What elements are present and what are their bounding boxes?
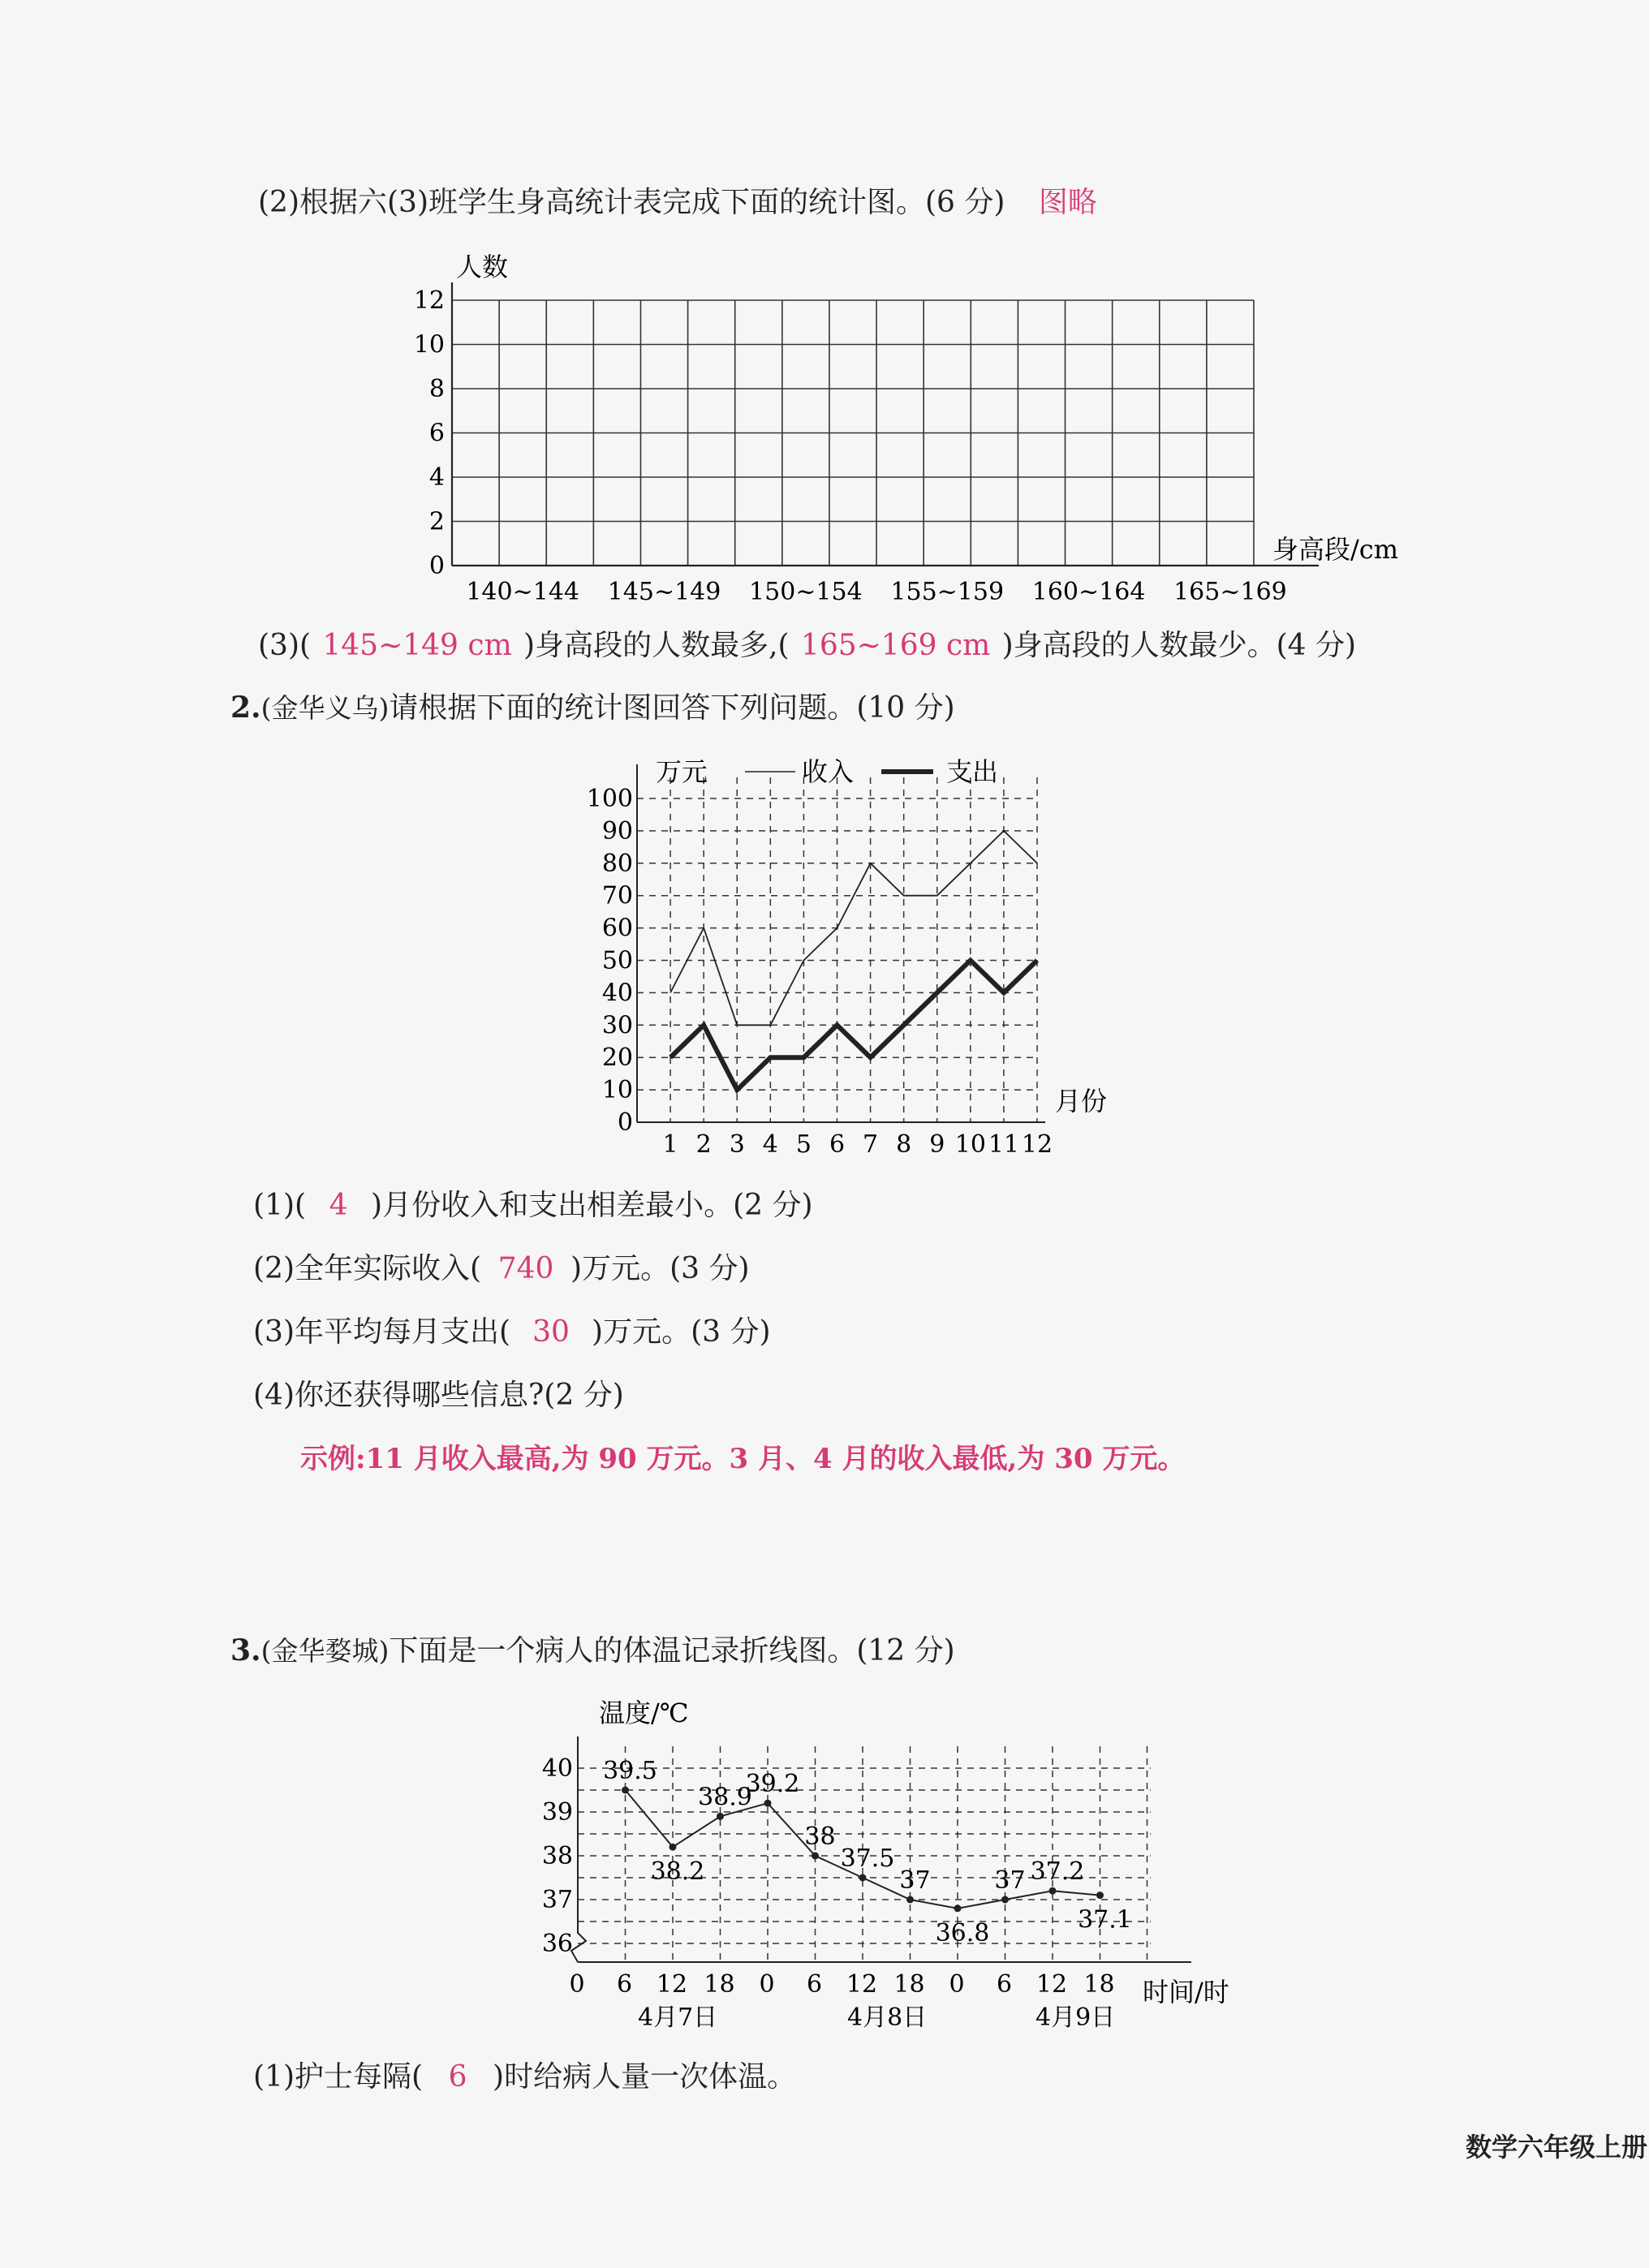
data-value-label: 37 (899, 1866, 931, 1895)
y-tick-label: 80 (601, 849, 633, 878)
y-tick-label: 100 (586, 785, 633, 813)
data-point (1001, 1896, 1009, 1904)
x-tick-label: 1 (662, 1130, 678, 1159)
data-point (1049, 1887, 1057, 1895)
x-tick-label: 5 (795, 1130, 812, 1159)
x-tick-label: 6 (996, 1970, 1013, 1999)
q2-p1-suffix: )月份收入和支出相差最小。(2 分) (371, 1189, 813, 1222)
q1-part3-answer-2: 165~169 cm (800, 629, 991, 662)
data-point (859, 1874, 867, 1882)
data-value-label: 36.8 (935, 1918, 990, 1947)
data-value-label: 39.5 (603, 1757, 657, 1785)
x-tick-label: 6 (829, 1130, 846, 1159)
chart3-y-label: 温度/℃ (599, 1698, 689, 1728)
q2-p3-answer: 30 (532, 1315, 570, 1349)
x-tick-label: 165~169 (1173, 578, 1287, 606)
y-axis-with-break (571, 1737, 586, 1962)
x-tick-label: 3 (729, 1130, 745, 1159)
q2-p2-prefix: (2)全年实际收入( (253, 1252, 482, 1285)
x-tick-label: 12 (656, 1970, 688, 1999)
x-tick-label: 8 (896, 1130, 912, 1159)
y-tick-label: 70 (601, 881, 633, 910)
data-value-label: 38.9 (698, 1783, 752, 1812)
q2-p2-answer: 740 (497, 1252, 554, 1285)
x-tick-label: 18 (1083, 1970, 1115, 1999)
x-tick-label: 150~154 (749, 578, 863, 606)
q1-part2-text: (2)根据六(3)班学生身高统计表完成下面的统计图。(6 分) (258, 186, 1005, 219)
y-tick-label: 0 (428, 552, 445, 580)
q1-part3-mid: )身高段的人数最多,( (523, 629, 790, 662)
q3-title-text: 下面是一个病人的体温记录折线图。(12 分) (389, 1634, 955, 1668)
x-tick-label: 4 (762, 1130, 778, 1159)
y-tick-label: 6 (428, 419, 445, 448)
q2-p3-prefix: (3)年平均每月支出( (253, 1315, 511, 1349)
q2-source: (金华义乌) (260, 692, 390, 724)
q2-p1-answer: 4 (329, 1189, 348, 1222)
x-tick-label: 2 (695, 1130, 712, 1159)
q2-p3-suffix: )万元。(3 分) (592, 1315, 771, 1349)
y-tick-label: 40 (541, 1754, 573, 1783)
data-value-label: 37.5 (840, 1844, 895, 1873)
y-tick-label: 12 (413, 286, 445, 315)
y-tick-label: 20 (601, 1044, 633, 1073)
data-point (717, 1813, 724, 1820)
q1-part3-suffix: )身高段的人数最少。(4 分) (1001, 629, 1357, 662)
q1-part2-answer: 图略 (1038, 186, 1097, 219)
x-tick-label: 6 (806, 1970, 823, 1999)
q3-p1-answer: 6 (448, 2060, 467, 2094)
chart3-x-label: 时间/时 (1143, 1977, 1229, 2008)
legend-income-label: 收入 (802, 756, 855, 787)
x-tick-label: 7 (863, 1130, 879, 1159)
x-tick-label: 18 (893, 1970, 925, 1999)
data-value-label: 39.2 (745, 1770, 800, 1799)
y-tick-label: 37 (541, 1886, 573, 1914)
q3-source: (金华婺城) (260, 1635, 390, 1667)
chart2-x-label: 月份 (1055, 1086, 1108, 1117)
x-tick-label: 12 (846, 1970, 878, 1999)
chart1-x-label: 身高段/cm (1272, 534, 1399, 565)
y-tick-label: 40 (601, 979, 633, 1008)
y-tick-label: 10 (413, 330, 445, 359)
footer-book-title: 数学六年级上册 (1466, 2132, 1648, 2163)
q1-part3-prefix: (3)( (258, 629, 312, 662)
y-tick-label: 60 (601, 914, 633, 943)
q3-number: 3. (230, 1633, 261, 1668)
x-tick-label: 140~144 (466, 578, 580, 606)
data-point (906, 1896, 914, 1904)
x-tick-label: 11 (988, 1130, 1020, 1159)
y-tick-label: 0 (617, 1108, 633, 1137)
chart3-day-label-1: 4月7日 (638, 2003, 718, 2032)
q2-p2-suffix: )万元。(3 分) (570, 1252, 750, 1285)
y-tick-label: 50 (601, 946, 633, 975)
chart2-unit-label: 万元 (656, 756, 708, 787)
data-value-label: 38 (804, 1823, 836, 1851)
chart1-y-label: 人数 (456, 252, 509, 282)
data-point (670, 1844, 677, 1851)
chart3-day-label-2: 4月8日 (847, 2003, 928, 2032)
data-point (812, 1853, 819, 1860)
data-value-label: 38.2 (650, 1857, 705, 1887)
y-tick-label: 36 (541, 1930, 573, 1958)
y-tick-label: 38 (541, 1842, 573, 1870)
y-tick-label: 8 (428, 375, 445, 403)
x-tick-label: 160~164 (1031, 578, 1146, 606)
x-tick-label: 0 (569, 1970, 585, 1999)
q3-p1-prefix: (1)护士每隔( (253, 2060, 424, 2094)
chart3-day-label-3: 4月9日 (1035, 2003, 1116, 2032)
x-tick-label: 6 (616, 1970, 633, 1999)
q3-p1-suffix: )时给病人量一次体温。 (493, 2060, 797, 2094)
x-tick-label: 145~149 (607, 578, 721, 606)
y-tick-label: 39 (541, 1798, 573, 1827)
data-point (764, 1800, 772, 1807)
x-tick-label: 18 (704, 1970, 735, 1999)
y-tick-label: 10 (601, 1076, 633, 1105)
q2-title-text: 请根据下面的统计图回答下列问题。(10 分) (389, 691, 955, 725)
data-point (622, 1787, 629, 1794)
q2-p1-prefix: (1)( (253, 1189, 307, 1222)
x-tick-label: 9 (929, 1130, 945, 1159)
q2-p4: (4)你还获得哪些信息?(2 分) (253, 1379, 624, 1412)
y-tick-label: 90 (601, 816, 633, 846)
q2-number: 2. (230, 691, 261, 725)
x-tick-label: 0 (759, 1970, 775, 1999)
x-tick-label: 12 (1021, 1130, 1053, 1159)
x-tick-label: 155~159 (890, 578, 1005, 606)
y-tick-label: 30 (601, 1011, 633, 1040)
data-value-label: 37 (994, 1866, 1026, 1895)
q2-p4-answer: 示例:11 月收入最高,为 90 万元。3 月、4 月的收入最低,为 30 万元。 (300, 1443, 1186, 1475)
x-tick-label: 0 (949, 1970, 965, 1999)
q1-part3-answer-1: 145~149 cm (322, 629, 512, 662)
x-tick-label: 10 (954, 1130, 986, 1159)
q3-p1 (253, 2059, 796, 2095)
data-value-label: 37.2 (1030, 1857, 1085, 1887)
y-tick-label: 2 (428, 507, 445, 536)
legend-expense-label: 支出 (946, 756, 999, 787)
data-point (1096, 1891, 1104, 1899)
y-tick-label: 4 (428, 463, 445, 492)
data-point (954, 1904, 962, 1912)
x-tick-label: 12 (1035, 1970, 1068, 1999)
data-value-label: 37.1 (1078, 1905, 1132, 1934)
